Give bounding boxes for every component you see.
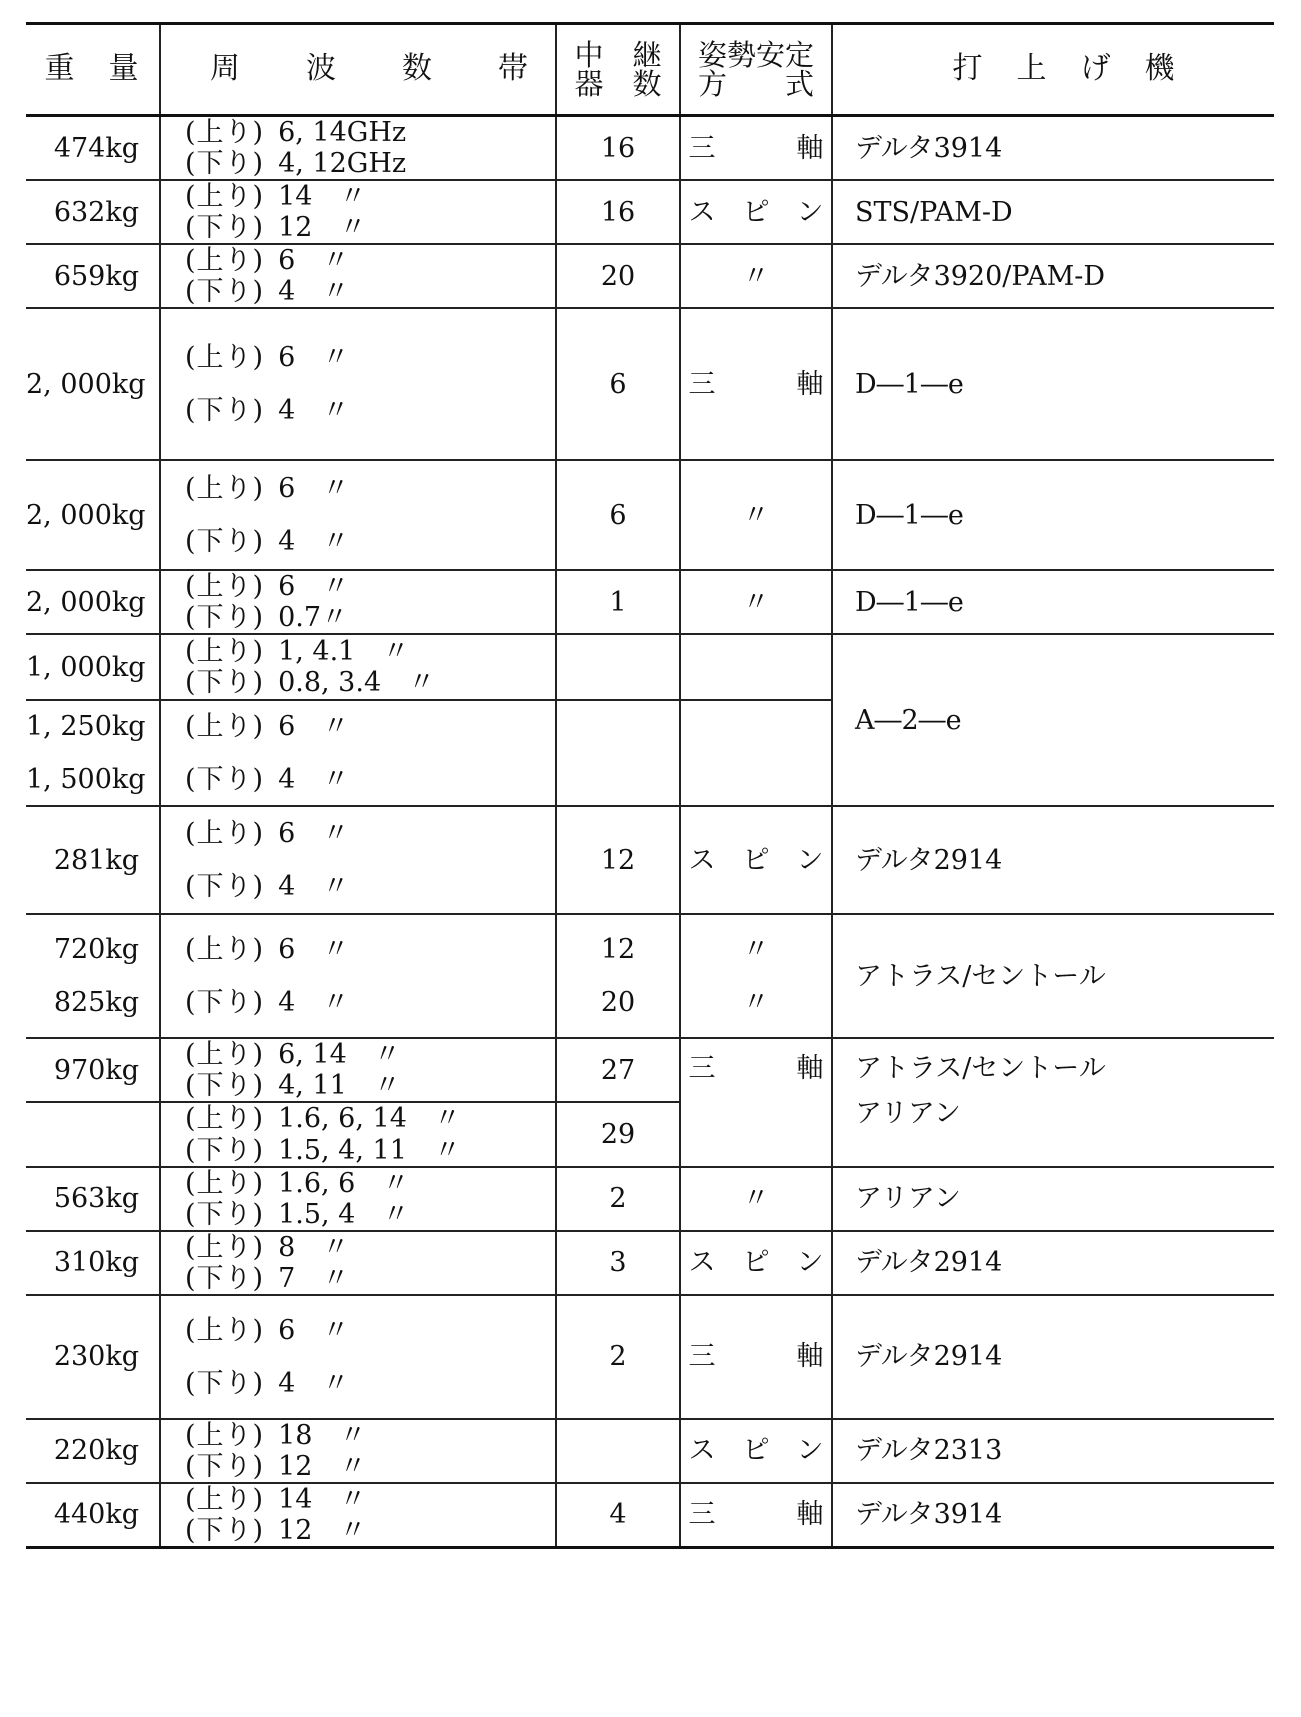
transponder-cell (556, 1167, 680, 1231)
frequency-down-line (185, 1070, 555, 1101)
direction-label-down: (下り) (185, 276, 265, 308)
weight-cell (26, 634, 160, 700)
direction-label-up: (上り) (185, 636, 265, 668)
direction-label-up: (上り) (185, 1167, 265, 1199)
direction-label-up: (上り) (185, 181, 265, 213)
launcher-cell (832, 1295, 1274, 1419)
frequency-down-value: 7 〃 (278, 1262, 350, 1294)
frequency-cell (160, 244, 556, 308)
attitude-cell (680, 308, 832, 460)
table-row (26, 1295, 1274, 1419)
frequency-up-value: 6, 14GHz (278, 117, 407, 148)
transponder-cell (556, 460, 680, 570)
direction-label-down: (下り) (185, 1367, 265, 1399)
transponder-count: 27 (600, 1054, 636, 1086)
header-attitude (680, 24, 832, 116)
frequency-cell (160, 1419, 556, 1483)
direction-label-down: (下り) (185, 1514, 265, 1546)
frequency-up-value: 18 〃 (278, 1419, 367, 1451)
weight-value: 720kg (53, 934, 139, 966)
attitude-value: 〃 (742, 586, 770, 618)
attitude-value: 三 軸 (688, 1341, 824, 1373)
attitude-cell (680, 914, 832, 1038)
transponder-count-2: 20 (600, 987, 636, 1019)
direction-label-down: (下り) (185, 212, 265, 244)
weight-cell (26, 1038, 160, 1102)
header-row (26, 24, 1274, 116)
launcher-value: デルタ3914 (855, 132, 1003, 164)
launcher-value: デルタ2914 (855, 844, 1003, 876)
transponder-cell (556, 116, 680, 181)
frequency-down-line (185, 1199, 555, 1230)
table-row (26, 1038, 1274, 1102)
frequency-down-value: 4, 11 〃 (278, 1070, 401, 1102)
frequency-cell (160, 1038, 556, 1102)
attitude-cell (680, 634, 832, 700)
frequency-cell (160, 308, 556, 460)
table-row (26, 308, 1274, 460)
frequency-up-line (185, 473, 555, 504)
table-row (26, 116, 1274, 181)
table-row (26, 570, 1274, 634)
frequency-up-line (185, 181, 555, 212)
frequency-cell (160, 1102, 556, 1166)
frequency-up-line (185, 342, 555, 373)
frequency-up-line (185, 117, 555, 148)
attitude-cell (680, 244, 832, 308)
frequency-up-line (185, 571, 555, 602)
direction-label-down: (下り) (185, 602, 265, 634)
frequency-down-line (185, 1368, 555, 1399)
direction-label-down: (下り) (185, 395, 265, 427)
frequency-down-value: 4 〃 (278, 764, 350, 796)
frequency-up-line (185, 1039, 555, 1070)
transponder-count: 29 (600, 1118, 636, 1150)
launcher-cell (832, 460, 1274, 570)
frequency-down-line (185, 1451, 555, 1482)
table-row (26, 460, 1274, 570)
direction-label-up: (上り) (185, 1419, 265, 1451)
launcher-value: STS/PAM-D (855, 196, 1013, 228)
frequency-up-line (185, 818, 555, 849)
direction-label-down: (下り) (185, 987, 265, 1019)
frequency-cell (160, 1231, 556, 1295)
direction-label-down: (下り) (185, 1450, 265, 1482)
frequency-up-value: 1, 4.1 〃 (278, 636, 410, 668)
weight-value: 281kg (53, 844, 139, 876)
weight-value: 659kg (53, 260, 139, 292)
transponder-cell (556, 1102, 680, 1166)
weight-value: 440kg (53, 1499, 139, 1531)
weight-value: 563kg (53, 1183, 139, 1215)
weight-value-2: 825kg (53, 987, 139, 1019)
direction-label-up: (上り) (185, 1231, 265, 1263)
frequency-down-line (185, 212, 555, 243)
frequency-down-line (185, 667, 555, 698)
attitude-cell (680, 460, 832, 570)
transponder-count: 3 (609, 1247, 627, 1279)
weight-value: 1, 000kg (26, 651, 146, 683)
frequency-down-value: 12 〃 (278, 1450, 367, 1482)
frequency-down-line (185, 276, 555, 307)
attitude-cell (680, 180, 832, 244)
transponder-cell (556, 570, 680, 634)
launcher-cell (832, 244, 1274, 308)
attitude-cell (680, 806, 832, 914)
direction-label-up: (上り) (185, 934, 265, 966)
direction-label-down: (下り) (185, 1262, 265, 1294)
weight-cell (26, 460, 160, 570)
direction-label-down: (下り) (185, 667, 265, 699)
attitude-value: ス ピ ン (688, 844, 824, 876)
transponder-count: 2 (609, 1341, 627, 1373)
frequency-up-value: 6 〃 (278, 473, 350, 505)
attitude-cell (680, 116, 832, 181)
direction-label-up: (上り) (185, 818, 265, 850)
launcher-value: デルタ3914 (855, 1499, 1003, 1531)
header-weight: 重 量 (26, 24, 160, 116)
frequency-down-line (185, 871, 555, 902)
frequency-up-value: 6 〃 (278, 1314, 350, 1346)
launcher-value: デルタ2313 (855, 1435, 1003, 1467)
weight-value: 1, 250kg (26, 711, 146, 743)
table-row (26, 914, 1274, 1038)
direction-label-up: (上り) (185, 245, 265, 277)
frequency-up-value: 6, 14 〃 (278, 1039, 401, 1071)
transponder-cell (556, 1038, 680, 1102)
launcher-value: A―2―e (855, 704, 962, 736)
frequency-up-line (185, 1168, 555, 1199)
transponder-count: 4 (609, 1499, 627, 1531)
launcher-value: アリアン (855, 1183, 961, 1215)
weight-cell (26, 700, 160, 806)
frequency-down-value: 0.8, 3.4 〃 (278, 667, 436, 699)
attitude-value: ス ピ ン (688, 1247, 824, 1279)
frequency-up-line (185, 711, 555, 742)
header-launcher: 打 上 げ 機 (952, 51, 1177, 87)
frequency-cell (160, 806, 556, 914)
launcher-cell (832, 634, 1274, 806)
transponder-count: 1 (609, 586, 627, 618)
frequency-down-line (185, 395, 555, 426)
direction-label-up: (上り) (185, 342, 265, 374)
weight-value: 970kg (53, 1054, 139, 1086)
weight-cell (26, 1295, 160, 1419)
frequency-down-value: 12 〃 (278, 1514, 367, 1546)
frequency-cell (160, 700, 556, 806)
weight-cell (26, 244, 160, 308)
frequency-down-line (185, 602, 555, 633)
attitude-value: 〃 (742, 934, 770, 966)
frequency-up-value: 6 〃 (278, 245, 350, 277)
direction-label-down: (下り) (185, 1198, 265, 1230)
direction-label-up: (上り) (185, 711, 265, 743)
direction-label-down: (下り) (185, 1070, 265, 1102)
launcher-value: デルタ2914 (855, 1247, 1003, 1279)
launcher-cell (832, 1038, 1274, 1166)
launcher-cell (832, 116, 1274, 181)
transponder-cell (556, 634, 680, 700)
frequency-up-value: 6 〃 (278, 342, 350, 374)
frequency-up-line (185, 1103, 555, 1134)
direction-label-down: (下り) (185, 871, 265, 903)
frequency-down-value: 4 〃 (278, 276, 350, 308)
transponder-cell (556, 308, 680, 460)
attitude-value: 三 軸 (688, 368, 824, 400)
attitude-value: 〃 (742, 1183, 770, 1215)
frequency-up-line (185, 1420, 555, 1451)
launcher-cell (832, 1483, 1274, 1548)
attitude-value: 三 軸 (688, 1053, 824, 1085)
frequency-up-line (185, 636, 555, 667)
table-row (26, 634, 1274, 700)
transponder-count: 12 (600, 934, 636, 966)
launcher-value: デルタ2914 (855, 1341, 1003, 1373)
launcher-value: D―1―e (855, 368, 964, 400)
frequency-up-value: 6 〃 (278, 818, 350, 850)
weight-cell (26, 180, 160, 244)
launcher-value: デルタ3920/PAM-D (855, 260, 1105, 292)
attitude-value: 三 軸 (688, 1499, 824, 1531)
weight-value: 632kg (53, 196, 139, 228)
direction-label-up: (上り) (185, 571, 265, 603)
weight-value: 230kg (53, 1341, 139, 1373)
launcher-cell (832, 570, 1274, 634)
attitude-value: 〃 (742, 260, 770, 292)
table-row (26, 1231, 1274, 1295)
direction-label-up: (上り) (185, 473, 265, 505)
attitude-value: ス ピ ン (688, 196, 824, 228)
frequency-down-value: 12 〃 (278, 212, 367, 244)
frequency-up-value: 6 〃 (278, 711, 350, 743)
direction-label-up: (上り) (185, 1483, 265, 1515)
frequency-cell (160, 460, 556, 570)
transponder-cell (556, 180, 680, 244)
transponder-cell (556, 806, 680, 914)
frequency-down-value: 4 〃 (278, 1367, 350, 1399)
launcher-cell (832, 914, 1274, 1038)
frequency-cell (160, 180, 556, 244)
launcher-cell (832, 308, 1274, 460)
frequency-down-value: 4 〃 (278, 395, 350, 427)
transponder-cell (556, 244, 680, 308)
weight-cell (26, 1419, 160, 1483)
frequency-up-line (185, 1232, 555, 1263)
frequency-down-value: 4 〃 (278, 871, 350, 903)
frequency-down-value: 1.5, 4 〃 (278, 1198, 410, 1230)
attitude-value: ス ピ ン (688, 1435, 824, 1467)
frequency-up-value: 1.6, 6, 14 〃 (278, 1103, 461, 1135)
weight-cell (26, 806, 160, 914)
header-transponders-top: 中 継 (574, 37, 662, 72)
frequency-down-line (185, 526, 555, 557)
attitude-cell (680, 700, 832, 806)
table-row (26, 806, 1274, 914)
table-row (26, 1167, 1274, 1231)
launcher-cell (832, 1167, 1274, 1231)
launcher-value: アトラス/セントール (855, 1053, 1106, 1085)
transponder-cell (556, 1483, 680, 1548)
weight-cell (26, 570, 160, 634)
transponder-cell (556, 1231, 680, 1295)
weight-cell (26, 308, 160, 460)
launcher-value: アトラス/セントール (855, 960, 1106, 992)
direction-label-down: (下り) (185, 1134, 265, 1166)
frequency-up-line (185, 934, 555, 965)
transponder-count: 16 (600, 196, 636, 228)
frequency-up-value: 1.6, 6 〃 (278, 1167, 410, 1199)
transponder-count: 6 (609, 368, 627, 400)
frequency-down-value: 1.5, 4, 11 〃 (278, 1134, 461, 1166)
weight-value: 2, 000kg (26, 499, 146, 531)
frequency-cell (160, 570, 556, 634)
frequency-up-value: 14 〃 (278, 181, 367, 213)
table-row (26, 244, 1274, 308)
frequency-down-line (185, 987, 555, 1018)
table-row (26, 1419, 1274, 1483)
frequency-up-line (185, 245, 555, 276)
weight-cell (26, 116, 160, 181)
table-row (26, 180, 1274, 244)
frequency-cell (160, 1483, 556, 1548)
satellite-spec-table (26, 22, 1274, 1549)
frequency-down-value: 4 〃 (278, 987, 350, 1019)
attitude-cell (680, 570, 832, 634)
attitude-value: 〃 (742, 499, 770, 531)
launcher-value: D―1―e (855, 499, 964, 531)
weight-value: 474kg (53, 132, 139, 164)
frequency-up-value: 14 〃 (278, 1483, 367, 1515)
direction-label-up: (上り) (185, 1314, 265, 1346)
attitude-cell (680, 1419, 832, 1483)
frequency-down-line (185, 1515, 555, 1546)
attitude-cell (680, 1483, 832, 1548)
frequency-down-line (185, 1135, 555, 1166)
header-transponders-bottom: 器 数 (574, 66, 662, 101)
header-transponders (556, 24, 680, 116)
direction-label-down: (下り) (185, 148, 265, 180)
transponder-count: 12 (600, 844, 636, 876)
header-frequency: 周 波 数 帯 (160, 24, 556, 116)
frequency-cell (160, 914, 556, 1038)
frequency-down-value: 4, 12GHz (278, 148, 407, 180)
direction-label-down: (下り) (185, 526, 265, 558)
direction-label-down: (下り) (185, 764, 265, 796)
weight-value: 310kg (53, 1247, 139, 1279)
launcher-value: D―1―e (855, 586, 964, 618)
launcher-cell (832, 806, 1274, 914)
frequency-down-value: 4 〃 (278, 526, 350, 558)
attitude-cell (680, 1038, 832, 1166)
frequency-down-line (185, 764, 555, 795)
transponder-count: 16 (600, 132, 636, 164)
frequency-up-line (185, 1315, 555, 1346)
frequency-cell (160, 634, 556, 700)
transponder-cell (556, 1419, 680, 1483)
frequency-down-value: 0.7〃 (278, 602, 349, 634)
frequency-up-value: 6 〃 (278, 571, 350, 603)
direction-label-up: (上り) (185, 117, 265, 148)
transponder-count: 6 (609, 499, 627, 531)
header-attitude-top: 姿勢安定 (697, 37, 814, 72)
attitude-cell (680, 1231, 832, 1295)
attitude-cell (680, 1167, 832, 1231)
weight-value-2: 1, 500kg (26, 764, 146, 796)
frequency-down-line (185, 148, 555, 179)
weight-value: 2, 000kg (26, 586, 146, 618)
weight-value: 220kg (53, 1435, 139, 1467)
frequency-up-line (185, 1484, 555, 1515)
transponder-count: 2 (609, 1183, 627, 1215)
frequency-up-value: 8 〃 (278, 1231, 350, 1263)
attitude-value: 三 軸 (688, 132, 824, 164)
attitude-cell (680, 1295, 832, 1419)
weight-cell (26, 1102, 160, 1166)
direction-label-up: (上り) (185, 1039, 265, 1071)
frequency-up-value: 6 〃 (278, 934, 350, 966)
weight-value: 2, 000kg (26, 368, 146, 400)
weight-cell (26, 914, 160, 1038)
frequency-down-line (185, 1263, 555, 1294)
weight-cell (26, 1483, 160, 1548)
direction-label-up: (上り) (185, 1103, 265, 1135)
table-row (26, 1483, 1274, 1548)
frequency-cell (160, 1167, 556, 1231)
launcher-cell (832, 1231, 1274, 1295)
transponder-cell (556, 1295, 680, 1419)
attitude-value-2: 〃 (742, 987, 770, 1019)
transponder-count: 20 (600, 260, 636, 292)
frequency-cell (160, 1295, 556, 1419)
transponder-cell (556, 914, 680, 1038)
frequency-cell (160, 116, 556, 181)
header-attitude-bottom: 方 式 (697, 66, 814, 101)
weight-cell (26, 1231, 160, 1295)
launcher-cell (832, 180, 1274, 244)
transponder-cell (556, 700, 680, 806)
launcher-value-2: アリアン (855, 1098, 961, 1130)
weight-cell (26, 1167, 160, 1231)
launcher-cell (832, 1419, 1274, 1483)
